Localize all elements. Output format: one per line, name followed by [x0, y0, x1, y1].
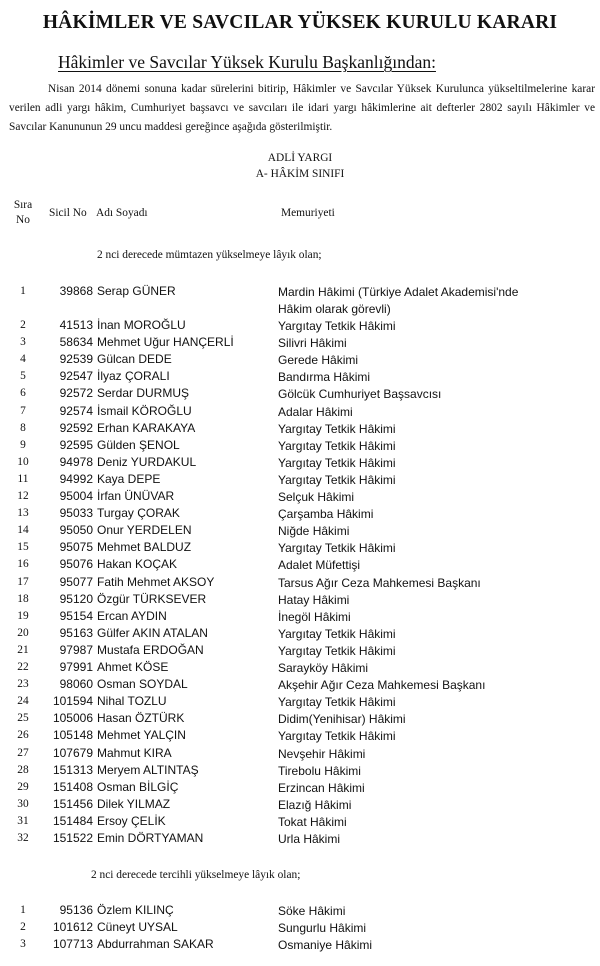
- column-header-sicil: Sicil No: [49, 207, 87, 219]
- table-row: [0, 763, 600, 780]
- row-post: Yargıtay Tetkik Hâkimi: [278, 319, 396, 333]
- row-post: Hatay Hâkimi: [278, 592, 350, 607]
- row-sicil-no: 95154: [59, 608, 93, 623]
- row-number: 8: [20, 421, 26, 434]
- table-row: [0, 523, 600, 540]
- row-number: 2: [20, 921, 26, 933]
- row-number: 21: [17, 643, 29, 656]
- row-number: 9: [20, 438, 26, 451]
- row-sicil-no: 97987: [59, 642, 93, 657]
- group2-label: 2 nci derecede tercihli yükselmeye lâyık olan;: [91, 869, 301, 881]
- row-number: 1: [20, 285, 26, 297]
- row-post: Yargıtay Tetkik Hâkimi: [278, 729, 396, 744]
- row-sicil-no: 94978: [59, 454, 93, 469]
- row-post: Yargıtay Tetkik Hâkimi: [278, 695, 396, 710]
- table-row: [0, 557, 600, 574]
- row-sicil-no: 92547: [59, 369, 93, 384]
- row-sicil-no: 92595: [59, 437, 93, 452]
- row-post: Nevşehir Hâkimi: [278, 746, 366, 761]
- row-number: 3: [20, 938, 26, 950]
- intro-paragraph: Nisan 2014 dönemi sonuna kadar sürelerini bitirip, Hâkimler ve Savcılar Yüksek Kurulunca yükseltilmelerine karar verilen adli yargı hâkim, Cumhuriyet başsavcı ve savcıları ile idari yargı hâkimlerine ait defterler 2802 sayılı Hâkimler ve Savcılar Kanununun 29 uncu maddesi gereğince aşağıda gösterilmiştir.: [9, 83, 595, 133]
- column-header-sira-line1: Sıra: [13, 199, 33, 211]
- column-header-post: Memuriyeti: [281, 207, 335, 219]
- table-row: [0, 386, 600, 403]
- row-name: Mehmet YALÇIN: [97, 728, 186, 743]
- row-post-continued: Hâkim olarak görevli): [278, 302, 391, 316]
- row-number: 1: [20, 904, 26, 916]
- table-row: [0, 438, 600, 455]
- row-sicil-no: 107679: [52, 745, 93, 760]
- row-sicil-no: 95120: [59, 591, 93, 606]
- row-post: Gölcük Cumhuriyet Başsavcısı: [278, 387, 442, 402]
- row-post: İnegöl Hâkimi: [278, 609, 351, 624]
- table-row: [0, 937, 600, 954]
- row-number: 29: [17, 780, 29, 793]
- row-post: Selçuk Hâkimi: [278, 490, 355, 504]
- row-number: 28: [17, 763, 29, 776]
- row-post: Osmaniye Hâkimi: [278, 938, 373, 952]
- row-name: Meryem ALTINTAŞ: [97, 762, 199, 777]
- row-name: Cüneyt UYSAL: [97, 920, 178, 934]
- subsection-heading: A- HÂKİM SINIFI: [255, 168, 345, 180]
- row-name: Gülfer AKIN ATALAN: [97, 625, 208, 640]
- row-sicil-no: 151313: [52, 762, 93, 777]
- row-name: Serdar DURMUŞ: [97, 386, 190, 401]
- row-number: 25: [17, 712, 29, 725]
- table-row: [0, 677, 600, 694]
- row-sicil-no: 41513: [59, 318, 93, 332]
- row-post: Silivri Hâkimi: [278, 336, 347, 351]
- row-post: Didim(Yenihisar) Hâkimi: [278, 712, 406, 727]
- table-row: [0, 609, 600, 626]
- table-row: [0, 489, 600, 506]
- row-sicil-no: 151522: [52, 831, 93, 845]
- row-number: 10: [17, 455, 29, 468]
- row-name: Erhan KARAKAYA: [97, 420, 196, 435]
- row-sicil-no: 151408: [52, 779, 93, 794]
- row-name: Onur YERDELEN: [97, 523, 192, 538]
- table-row: [0, 335, 600, 352]
- table-row: [0, 472, 600, 489]
- table-row: [0, 455, 600, 472]
- row-sicil-no: 92574: [59, 403, 93, 418]
- row-name: Nihal TOZLU: [97, 694, 167, 709]
- row-name: Mehmet BALDUZ: [97, 540, 192, 555]
- issuer-heading: Hâkimler ve Savcılar Yüksek Kurulu Başkanlığından:: [58, 52, 436, 72]
- row-name: Özgür TÜRKSEVER: [97, 591, 207, 606]
- row-name: Ersoy ÇELİK: [97, 813, 166, 828]
- row-post: Yargıtay Tetkik Hâkimi: [278, 626, 396, 641]
- row-sicil-no: 92592: [59, 420, 93, 435]
- table-row: [0, 592, 600, 609]
- table-row: [0, 284, 600, 316]
- table-row: [0, 920, 600, 937]
- table-row: [0, 694, 600, 711]
- row-sicil-no: 97991: [59, 660, 93, 674]
- row-number: 5: [20, 370, 26, 383]
- row-name: Ercan AYDIN: [97, 608, 167, 623]
- row-sicil-no: 94992: [59, 471, 93, 486]
- table-row: [0, 643, 600, 660]
- row-sicil-no: 151456: [52, 796, 93, 811]
- column-header-sira: [10, 198, 36, 228]
- table-row: [0, 352, 600, 369]
- row-name: Osman BİLGİÇ: [97, 779, 179, 794]
- row-name: Dilek YILMAZ: [97, 796, 171, 811]
- table-row: [0, 506, 600, 523]
- row-name: Ahmet KÖSE: [97, 660, 169, 674]
- table-row: [0, 831, 600, 848]
- table-row: [0, 421, 600, 438]
- row-sicil-no: 95033: [59, 506, 93, 521]
- row-post: Akşehir Ağır Ceza Mahkemesi Başkanı: [278, 678, 486, 693]
- row-number: 19: [17, 609, 29, 622]
- row-name: Mustafa ERDOĞAN: [97, 642, 204, 657]
- table-row: [0, 369, 600, 386]
- row-post: Adalar Hâkimi: [278, 404, 353, 419]
- row-number: 16: [17, 558, 29, 571]
- row-number: 6: [20, 387, 26, 400]
- row-sicil-no: 92539: [59, 352, 93, 367]
- row-sicil-no: 95163: [59, 625, 93, 640]
- row-name: İlyaz ÇORALI: [97, 369, 170, 384]
- row-number: 4: [20, 353, 26, 366]
- row-sicil-no: 92572: [59, 386, 93, 401]
- row-number: 11: [17, 472, 29, 485]
- table-row: [0, 780, 600, 797]
- row-number: 30: [17, 797, 29, 810]
- column-header-name: Adı Soyadı: [96, 207, 148, 219]
- row-post: Niğde Hâkimi: [278, 524, 350, 539]
- table-row: [0, 797, 600, 814]
- row-sicil-no: 95050: [59, 523, 93, 538]
- row-number: 12: [17, 490, 29, 502]
- table-row: [0, 728, 600, 745]
- row-sicil-no: 107713: [52, 937, 93, 951]
- table-row: [0, 814, 600, 831]
- row-post: Yargıtay Tetkik Hâkimi: [278, 472, 396, 487]
- row-number: 20: [17, 626, 29, 639]
- row-name: Deniz YURDAKUL: [97, 454, 197, 469]
- row-sicil-no: 151484: [52, 813, 93, 828]
- table-row: [0, 575, 600, 592]
- row-sicil-no: 105006: [52, 711, 93, 726]
- row-sicil-no: 105148: [52, 728, 93, 743]
- row-post: Çarşamba Hâkimi: [278, 507, 374, 522]
- row-sicil-no: 39868: [59, 284, 93, 298]
- row-number: 26: [17, 729, 29, 742]
- row-sicil-no: 95077: [59, 574, 93, 589]
- table-row: [0, 540, 600, 557]
- row-post: Sungurlu Hâkimi: [278, 921, 367, 935]
- row-name: Mehmet Uğur HANÇERLİ: [97, 335, 234, 350]
- row-name: İsmail KÖROĞLU: [97, 403, 192, 418]
- row-number: 22: [17, 661, 29, 673]
- row-name: Fatih Mehmet AKSOY: [97, 574, 215, 589]
- row-name: İnan MOROĞLU: [97, 318, 186, 332]
- row-number: 27: [17, 746, 29, 759]
- table-row: [0, 711, 600, 728]
- column-header-sira-line2: No: [16, 214, 30, 226]
- row-post: Gerede Hâkimi: [278, 353, 359, 368]
- row-sicil-no: 98060: [59, 677, 93, 692]
- row-number: 32: [17, 832, 29, 844]
- row-post: Elazığ Hâkimi: [278, 797, 352, 812]
- group1-label: 2 nci derecede mümtazen yükselmeye lâyık olan;: [97, 249, 322, 261]
- row-post: Tirebolu Hâkimi: [278, 763, 361, 778]
- row-name: Turgay ÇORAK: [97, 506, 180, 521]
- row-name: Emin DÖRTYAMAN: [97, 831, 204, 845]
- row-name: Serap GÜNER: [97, 284, 176, 298]
- row-number: 18: [17, 592, 29, 605]
- row-name: Osman SOYDAL: [97, 677, 188, 692]
- table-row: [0, 660, 600, 677]
- row-sicil-no: 95076: [59, 557, 93, 572]
- row-post: Tokat Hâkimi: [278, 814, 347, 829]
- row-name: Mahmut KIRA: [97, 745, 172, 760]
- row-number: 23: [17, 678, 29, 691]
- row-number: 31: [17, 814, 29, 827]
- document-title: HÂKİMLER VE SAVCILAR YÜKSEK KURULU KARARI: [42, 12, 558, 33]
- row-name: Gülden ŞENOL: [97, 437, 180, 452]
- row-post: Yargıtay Tetkik Hâkimi: [278, 421, 396, 436]
- row-post: Sarayköy Hâkimi: [278, 661, 369, 675]
- table-row: [0, 903, 600, 920]
- row-post: Mardin Hâkimi (Türkiye Adalet Akademisi'nde: [278, 285, 519, 299]
- row-name: Hakan KOÇAK: [97, 557, 178, 572]
- table-row: [0, 746, 600, 763]
- row-name: İrfan ÜNÜVAR: [97, 489, 175, 503]
- row-post: Urla Hâkimi: [278, 832, 341, 846]
- row-number: 13: [17, 507, 29, 520]
- row-name: Hasan ÖZTÜRK: [97, 711, 185, 726]
- row-post: Yargıtay Tetkik Hâkimi: [278, 455, 396, 470]
- row-post: Adalet Müfettişi: [278, 558, 361, 573]
- row-name: Kaya DEPE: [97, 471, 161, 486]
- row-number: 15: [17, 541, 29, 554]
- row-number: 17: [17, 575, 29, 588]
- row-sicil-no: 101594: [52, 694, 93, 709]
- row-sicil-no: 95075: [59, 540, 93, 555]
- row-sicil-no: 101612: [52, 920, 93, 934]
- row-number: 7: [20, 404, 26, 417]
- row-sicil-no: 95136: [59, 903, 93, 917]
- row-sicil-no: 58634: [59, 335, 93, 350]
- row-post: Tarsus Ağır Ceza Mahkemesi Başkanı: [278, 575, 481, 590]
- table-row: [0, 404, 600, 421]
- row-post: Söke Hâkimi: [278, 904, 346, 918]
- section-heading: ADLİ YARGI: [267, 152, 333, 164]
- row-number: 2: [20, 319, 26, 331]
- row-number: 24: [17, 695, 29, 708]
- row-name: Gülcan DEDE: [97, 352, 172, 367]
- row-post: Bandırma Hâkimi: [278, 370, 371, 385]
- row-post: Erzincan Hâkimi: [278, 780, 365, 795]
- table-row: [0, 318, 600, 335]
- table-row: [0, 626, 600, 643]
- row-number: 14: [17, 524, 29, 537]
- row-post: Yargıtay Tetkik Hâkimi: [278, 541, 396, 556]
- row-post: Yargıtay Tetkik Hâkimi: [278, 643, 396, 658]
- row-name: Özlem KILINÇ: [97, 903, 174, 917]
- row-name: Abdurrahman SAKAR: [97, 937, 214, 951]
- row-post: Yargıtay Tetkik Hâkimi: [278, 438, 396, 453]
- row-number: 3: [20, 336, 26, 349]
- row-sicil-no: 95004: [59, 489, 93, 503]
